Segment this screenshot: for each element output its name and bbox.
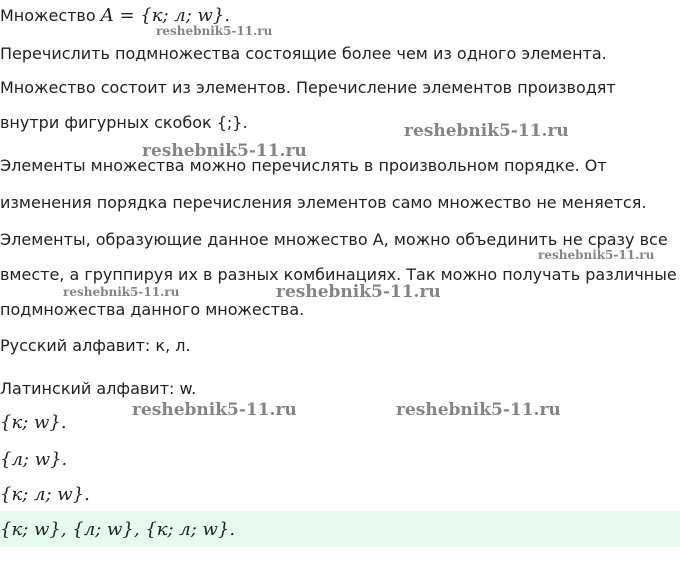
subset-2: {л; w}. (0, 449, 68, 470)
task-text: Перечислить подмножества состоящие более чем из одного элемента. (0, 44, 607, 63)
watermark: reshebnik5-11.ru (276, 282, 441, 302)
watermark: reshebnik5-11.ru (132, 400, 297, 420)
paragraph-2-line-1: Элементы множества можно перечислять в произвольном порядке. От (0, 156, 607, 175)
latin-alphabet-text: Латинский алфавит: w. (0, 379, 197, 398)
russian-alphabet-text: Русский алфавит: к, л. (0, 336, 191, 355)
paragraph-3-line-3: подмножества данного множества. (0, 300, 305, 319)
answer-text: {к; w}, {л; w}, {к; л; w}. (0, 519, 236, 540)
paragraph-1-line-1: Множество состоит из элементов. Перечисление элементов производят (0, 78, 616, 97)
watermark: reshebnik5-11.ru (538, 248, 655, 262)
set-definition-line (0, 6, 230, 26)
set-definition-math: A = {к; л; w}. (100, 5, 231, 26)
paragraph-2-line-2: изменения порядка перечисления элементов само множество не меняется. (0, 193, 647, 212)
subset-1: {к; w}. (0, 412, 67, 433)
watermark: reshebnik5-11.ru (63, 285, 180, 299)
watermark: reshebnik5-11.ru (404, 121, 569, 141)
watermark: reshebnik5-11.ru (396, 400, 561, 420)
watermark: reshebnik5-11.ru (156, 24, 273, 38)
paragraph-3-line-1: Элементы, образующие данное множество А, можно объединить не сразу все (0, 230, 668, 249)
set-definition-prefix: Множество (0, 6, 96, 25)
paragraph-3-line-2: вместе, а группируя их в разных комбинациях. Так можно получать различные (0, 265, 677, 284)
subset-3: {к; л; w}. (0, 484, 90, 505)
watermark: reshebnik5-11.ru (142, 141, 307, 161)
paragraph-1-line-2: внутри фигурных скобок {;}. (0, 113, 248, 132)
